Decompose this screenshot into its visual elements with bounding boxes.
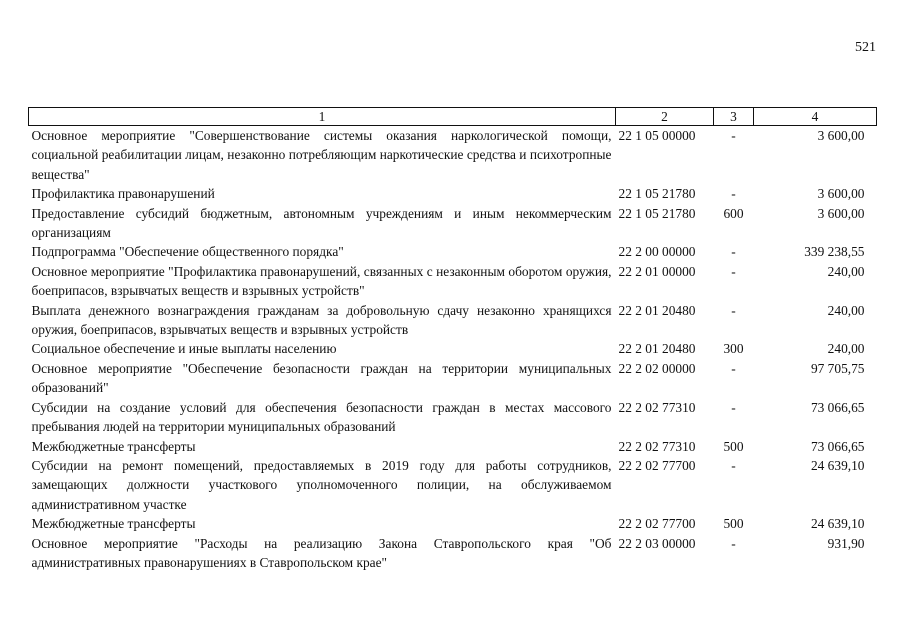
row-code: 22 2 00 00000 — [618, 244, 696, 260]
row-code: 22 2 02 77310 — [618, 399, 696, 415]
table-row — [29, 339, 877, 358]
row-code: 22 2 02 77700 — [618, 457, 696, 473]
table-row — [29, 456, 877, 514]
row-amount: 73 066,65 — [810, 399, 865, 415]
table-row — [29, 514, 877, 533]
row-name: Субсидии на создание условий для обеспечения безопасности граждан в местах массового пребывания людей на территории муниципальных образований — [31, 399, 612, 435]
row-amount: 3 600,00 — [817, 128, 865, 143]
row-name: Субсидии на ремонт помещений, предоставляемых в 2019 году для работы сотрудников, замещающих должности участкового уполномоченного полиции, на обслуживаемом административном участке — [31, 457, 612, 512]
row-code: 22 1 05 00000 — [618, 128, 696, 143]
row-expense-type: - — [731, 535, 736, 551]
row-name: Выплата денежного вознаграждения гражданам за добровольную сдачу незаконно хранящихся оружия, боеприпасов, взрывчатых веществ и взрывных устройств — [31, 302, 612, 338]
row-name: Предоставление субсидий бюджетным, автономным учреждениям и иным некоммерческим организациям — [31, 205, 612, 241]
row-expense-type: - — [731, 302, 736, 318]
row-amount: 24 639,10 — [810, 457, 865, 473]
row-name: Основное мероприятие "Совершенствование системы оказания наркологической помощи, социальной реабилитации лицам, незаконно потребляющим наркотические средства и психотропные вещества" — [31, 128, 612, 182]
row-name: Социальное обеспечение и иные выплаты населению — [31, 341, 337, 357]
row-amount: 97 705,75 — [810, 360, 865, 376]
table-row — [29, 184, 877, 203]
row-code: 22 1 05 21780 — [618, 205, 696, 221]
row-amount: 3 600,00 — [817, 205, 865, 221]
header-col-2: 2 — [616, 108, 714, 126]
row-code: 22 2 02 00000 — [618, 360, 696, 376]
row-expense-type: 600 — [723, 205, 744, 221]
table-row — [29, 242, 877, 261]
table-row — [29, 126, 877, 185]
row-expense-type: - — [731, 360, 736, 376]
header-col-3: 3 — [714, 108, 754, 126]
row-expense-type: 500 — [723, 438, 744, 454]
page-number: 521 — [855, 40, 876, 55]
table-row — [29, 204, 877, 243]
header-row — [29, 108, 877, 126]
row-code: 22 2 01 00000 — [618, 263, 696, 279]
row-amount: 3 600,00 — [817, 186, 865, 202]
row-expense-type: 500 — [723, 516, 744, 532]
table-row — [29, 398, 877, 437]
row-amount: 339 238,55 — [804, 244, 865, 260]
table-row — [29, 359, 877, 398]
row-name: Профилактика правонарушений — [31, 186, 215, 202]
row-code: 22 1 05 21780 — [618, 186, 696, 202]
row-expense-type: - — [731, 399, 736, 415]
row-code: 22 2 01 20480 — [618, 302, 696, 318]
row-expense-type: 300 — [723, 341, 744, 357]
row-name: Межбюджетные трансферты — [31, 516, 196, 532]
row-expense-type: - — [731, 128, 736, 143]
row-code: 22 2 03 00000 — [618, 535, 696, 551]
table-row — [29, 437, 877, 456]
table-row — [29, 534, 877, 573]
row-name: Подпрограмма "Обеспечение общественного порядка" — [31, 244, 344, 260]
budget-table — [28, 107, 877, 572]
row-amount: 240,00 — [827, 302, 865, 318]
table-header — [29, 108, 877, 126]
row-name: Межбюджетные трансферты — [31, 438, 196, 454]
row-code: 22 2 01 20480 — [618, 341, 696, 357]
header-col-4: 4 — [754, 108, 877, 126]
row-name: Основное мероприятие "Обеспечение безопасности граждан на территории муниципальных образований" — [31, 360, 612, 396]
row-expense-type: - — [731, 263, 736, 279]
row-name: Основное мероприятие "Профилактика правонарушений, связанных с незаконным оборотом оружия, боеприпасов, взрывчатых веществ и взрывных устройств" — [31, 263, 612, 299]
row-amount: 24 639,10 — [810, 516, 865, 532]
table-row — [29, 262, 877, 301]
table-body — [29, 126, 877, 573]
row-amount: 931,90 — [827, 535, 865, 551]
row-amount: 240,00 — [827, 341, 865, 357]
header-col-1: 1 — [29, 108, 616, 126]
row-code: 22 2 02 77310 — [618, 438, 696, 454]
row-code: 22 2 02 77700 — [618, 516, 696, 532]
row-expense-type: - — [731, 457, 736, 473]
row-expense-type: - — [731, 244, 736, 260]
row-name: Основное мероприятие "Расходы на реализацию Закона Ставропольского края "Об административных правонарушениях в Ставропольском крае" — [31, 535, 612, 570]
row-amount: 240,00 — [827, 263, 865, 279]
table-row — [29, 301, 877, 340]
row-expense-type: - — [731, 186, 736, 202]
row-amount: 73 066,65 — [810, 438, 865, 454]
